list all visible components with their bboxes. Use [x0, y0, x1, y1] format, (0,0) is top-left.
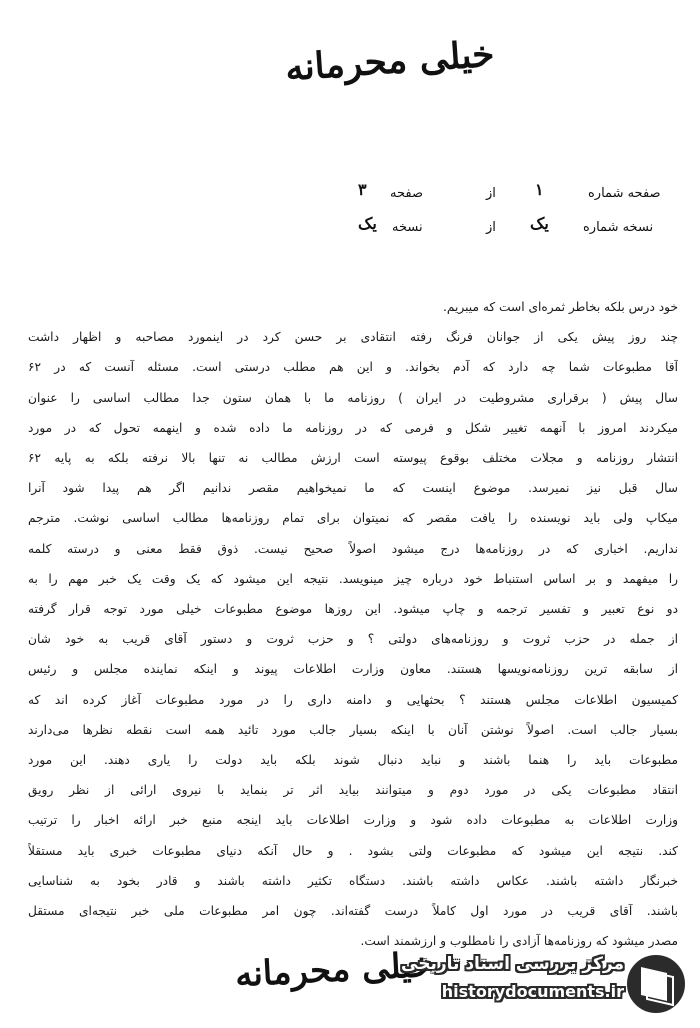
classification-stamp-bottom: خیلی محرمانه	[234, 944, 434, 996]
page-from-label: از	[486, 186, 496, 201]
watermark-url: historydocuments.ir	[441, 982, 624, 1001]
page-info	[0, 0, 700, 260]
body-line: آقا مطبوعات شما چه دارد که آدم بخواند. و این هم مطلب درستی است. مسئله آنست که در ۶۲	[28, 360, 678, 375]
body-line: کمیسیون اطلاعات مجلس هستند ؟ بحثهایی و دامنه داری را در مورد مطبوعات آغاز کرده اند که	[28, 692, 678, 707]
page-total-label: صفحه	[390, 186, 423, 201]
page-label: صفحه شماره	[588, 186, 661, 201]
document-body	[28, 292, 678, 956]
body-line: چند روز پیش یکی از جوانان فرنگ رفته انتقادی بر حسن کرد در اینمورد مصاحبه و اظهار داشت	[28, 330, 678, 345]
watermark	[401, 948, 688, 1014]
body-line: را میفهمد و بر اساس استنباط خود درباره چیز مینویسد. نتیجه این میشود که یک وقت یک خبر مهم را به	[28, 571, 678, 586]
classification-stamp-top: خیلی محرمانه	[283, 32, 496, 90]
body-line: از سابقه ترین روزنامه‌نویسها هستند. معاون وزارت اطلاعات پیوند و اینکه نماینده مجلس و رئیس	[28, 662, 678, 677]
body-line: انتقاد مطبوعات یکی در مورد دوم و میتوانند بیاید اثر تر بنماید با نیروی ارائی از نظر رویق	[28, 783, 678, 798]
body-line: باشند. آقای قریب در مورد اول کاملاً درست گفته‌اند. چون امر مطبوعات ملی خبر نتیجه‌ای مستقل	[28, 904, 678, 919]
copy-total-label: نسخه	[392, 220, 423, 235]
archive-logo-icon	[624, 952, 688, 1016]
body-line: خبرنگار داشته باشند. عکاس داشته باشند. دستگاه تکثیر داشته باشند و قادر بخود به شناسایی	[28, 873, 678, 888]
body-line: میکاپ ولی باید نویسنده را یافت مقصر که نمیتوان برای تمام روزنامه‌ها مطالب اساسی نوشت. مترجم	[28, 511, 678, 526]
body-line: وزارت اطلاعات به مطبوعات داده شود و وزارت اطلاعات باید اینجه منبع خبر ارائه اخبار را ترتیب	[28, 813, 678, 828]
copy-from-label: از	[486, 220, 496, 235]
body-line: سال قبل نیز نمیرسد. موضوع اینست که ما نمیخواهیم مقصر ندانیم اگر هم پیدا شود آنرا	[28, 481, 678, 496]
body-line: دو نوع تعبیر و تفسیر ترجمه و چاپ میشود. این روزها موضوع مطبوعات خیلی مورد توجه قرار گرفته	[28, 602, 678, 617]
page-number: ۱	[535, 180, 544, 199]
page-total: ۳	[358, 180, 367, 199]
body-line: خود درس بلکه بخاطر ثمره‌ای است که میبریم.	[442, 300, 678, 314]
body-line: مصدر میشود که روزنامه‌ها آزادی را نامطلوب و ارزشمند است.	[360, 934, 678, 949]
body-line: کند. نتیجه این میشود که مطبوعات ولتی بشود . و حال آنکه دنیای مطبوعات خبری باید مستقلاً	[28, 843, 678, 858]
watermark-name: مرکز بررسی اسناد تاریخی	[401, 954, 624, 974]
copy-number: یک	[530, 214, 549, 233]
body-line: مطبوعات باید را هنما باشند و نباید دنبال شوند بلکه باید دولت را یاری دهند. این مورد	[28, 753, 678, 768]
body-line: بسیار جالب است. اصولاً نوشتن آنان با اینکه بسیار جالب مورد تائید همه است نقطه نظرها می‌دارند	[28, 722, 678, 737]
body-line: میکردند امروز با آنهمه تغییر شکل و فرمی که در روزنامه ما داده شده و اینهمه تحول که در مورد	[28, 420, 678, 435]
body-line: انتشار روزنامه و مجلات مختلف بوقوع پیوسته است ارزش مطالب نه تنها بالا نرفته بلکه به پایه ۶۲	[28, 451, 678, 466]
body-line: سال پیش ( برقراری مشروطیت در ایران ) روزنامه ما با همان ستون جدا مطالب اساسی را عنوان	[28, 390, 678, 405]
body-line: نداریم. اخباری که در روزنامه‌ها درج میشود اصولاً صحیح نیست. ذوق فقط معنی و درسته کلمه	[28, 541, 678, 556]
body-line: از جمله در حزب ثروت و روزنامه‌های دولتی ؟ و حزب ثروت و دستور آقای قریب به خود شان	[28, 632, 678, 647]
copy-total: یک	[358, 214, 377, 233]
copy-label: نسخه شماره	[583, 220, 654, 235]
